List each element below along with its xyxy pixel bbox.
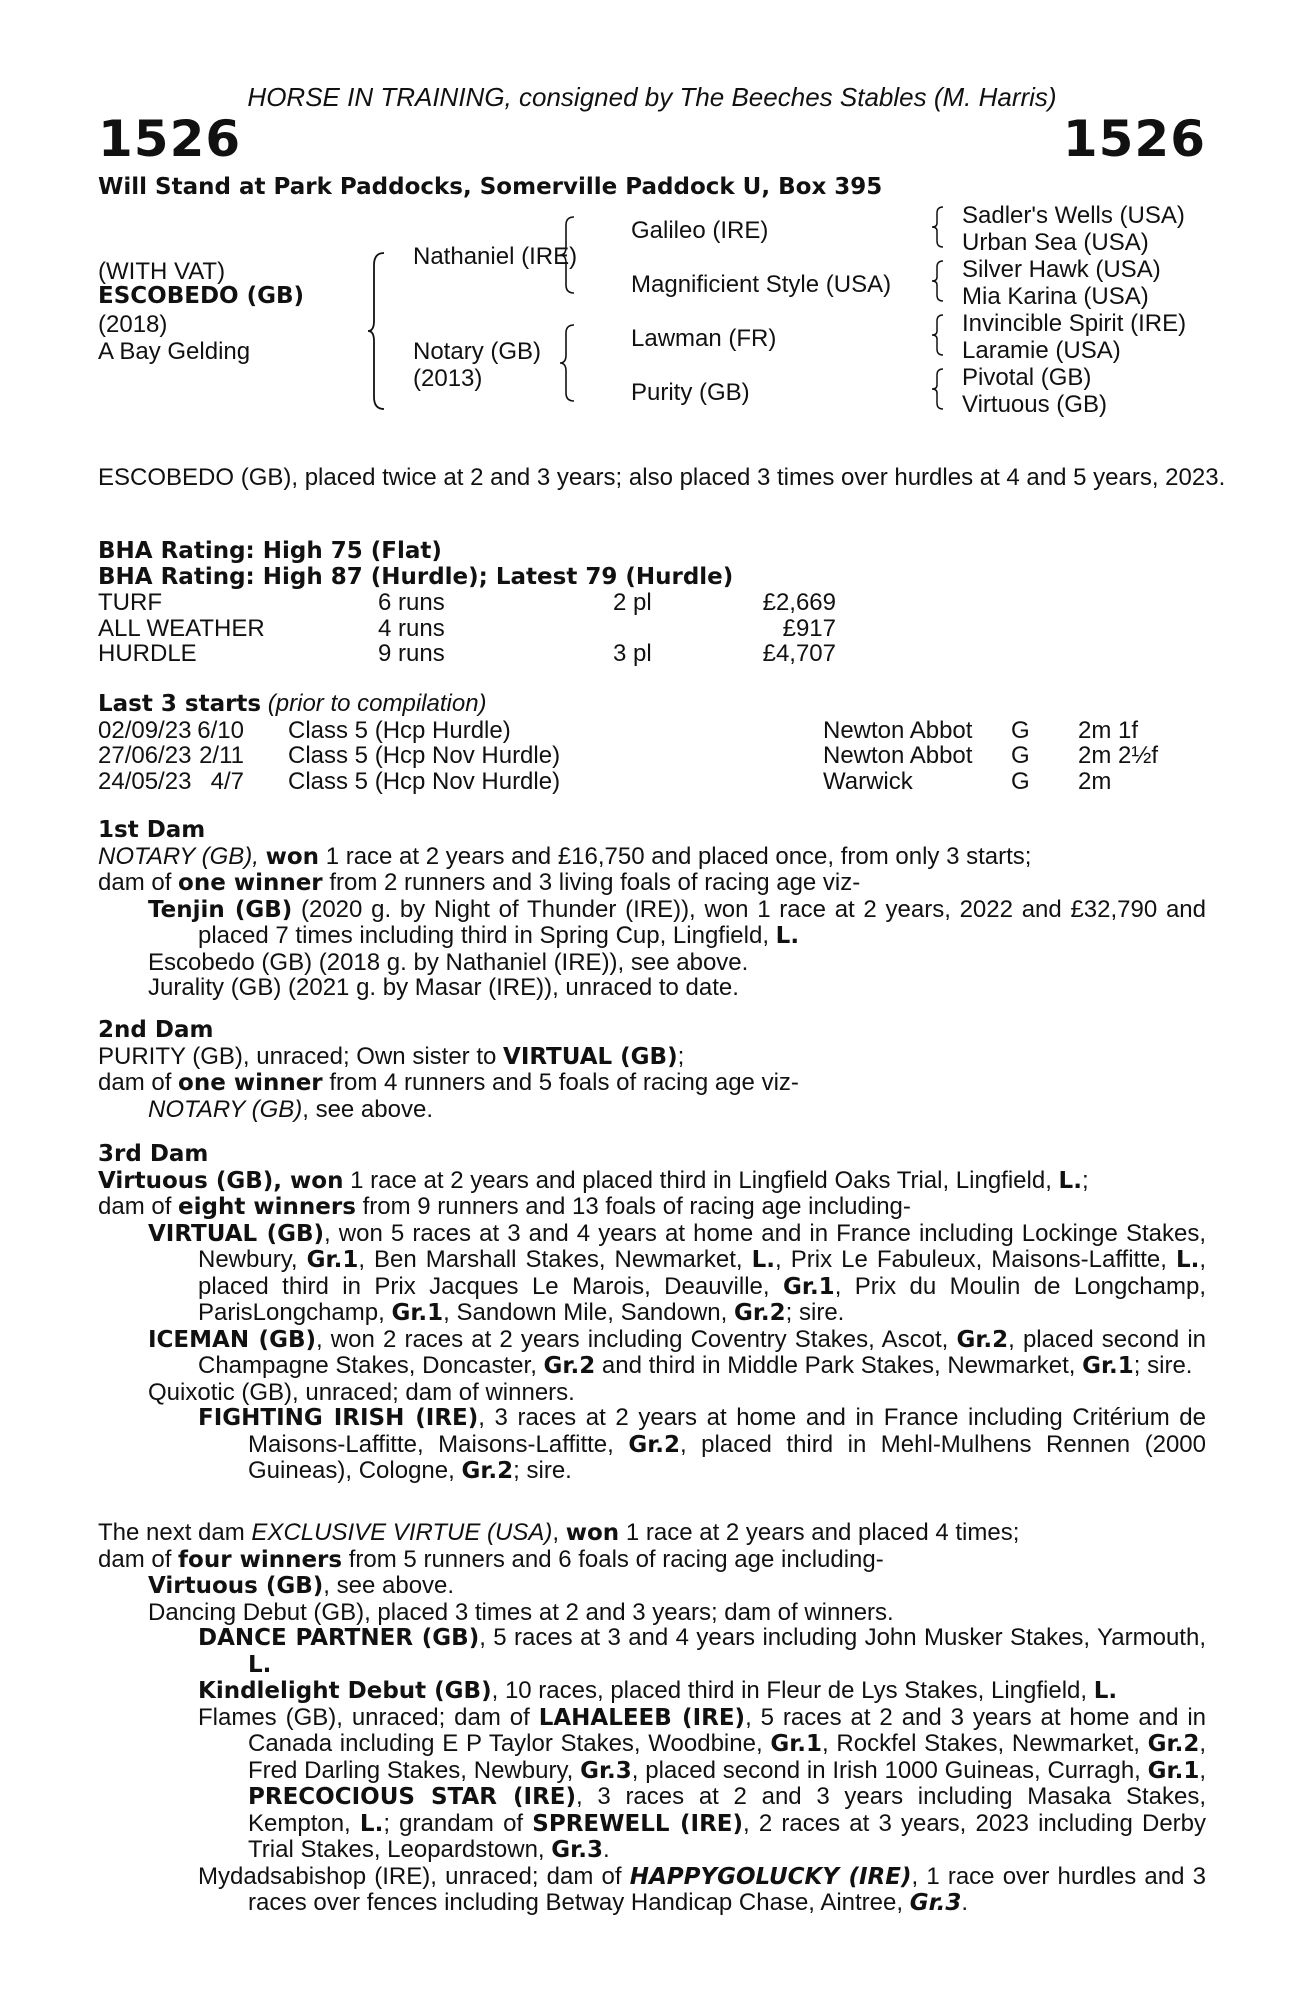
text: from 4 runners and 5 foals of racing age viz- (329, 1069, 799, 1096)
progeny-name: PRECOCIOUS STAR (IRE) (248, 1784, 577, 1810)
grade: Gr.2 (628, 1431, 680, 1458)
progeny-name: Virtuous (GB) (148, 1573, 324, 1599)
progeny-fighting-irish (198, 1405, 1206, 1485)
text: , won 2 races at 2 years including Coventry Stakes, Ascot, (316, 1325, 949, 1353)
pedigree-table (98, 202, 1206, 423)
last-starts (98, 691, 1206, 794)
text: from 5 runners and 6 foals of racing age including- (348, 1545, 884, 1573)
text: and third in Middle Park Stakes, Newmarket, (601, 1352, 1076, 1379)
winners-count: one winner (178, 870, 323, 896)
last-starts-heading (98, 691, 1206, 718)
ratings-block (98, 539, 1206, 667)
text: ; sire. (513, 1457, 572, 1484)
record-runs: 6 runs (378, 589, 445, 616)
rating-flat: BHA Rating: High 75 (Flat) (98, 538, 442, 564)
text: 1 race at 2 years and placed third in Lingfield Oaks Trial, Lingfield, (350, 1166, 1052, 1194)
progeny-name: VIRTUAL (GB) (148, 1220, 325, 1247)
grade: Gr.2 (733, 1300, 786, 1326)
granddam-2: Purity (GB) (631, 379, 750, 406)
text: , (552, 1519, 560, 1546)
last-starts-note: (prior to compilation) (267, 690, 487, 717)
second-dam-heading: 2nd Dam (98, 1017, 214, 1043)
grade: L. (775, 923, 800, 949)
start-distance: 2m (1078, 767, 1112, 795)
text: , see above. (302, 1095, 433, 1123)
record-type: ALL WEATHER (98, 614, 265, 642)
text: Flames (GB), unraced; dam of (198, 1703, 530, 1731)
dam-name: Virtuous (GB), won (98, 1167, 344, 1194)
bracket-main (366, 251, 388, 411)
ggp-1: Sadler's Wells (USA) (962, 202, 1185, 229)
progeny-quixotic: Quixotic (GB), unraced; dam of winners. (148, 1378, 575, 1406)
progeny-dancing-debut: Dancing Debut (GB), placed 3 times at 2 and 3 years; dam of winners. (148, 1598, 894, 1626)
dam: Notary (GB) (413, 338, 542, 365)
bracket-dam (558, 323, 578, 403)
start-race: Class 5 (Hcp Nov Hurdle) (288, 767, 561, 795)
grade: Gr.1 (1147, 1757, 1200, 1784)
grade: L. (1058, 1167, 1082, 1194)
winners-count: four winners (178, 1546, 343, 1573)
first-dam-line-2 (98, 870, 1206, 897)
progeny-name: NOTARY (GB) (148, 1095, 303, 1123)
grade: L. (1175, 1247, 1200, 1273)
text: , Fred Darling Stakes, Newbury, (248, 1730, 1206, 1784)
progeny-escobedo: Escobedo (GB) (2018 g. by Nathaniel (IRE)), see above. (148, 948, 749, 976)
grade: Gr.3 (580, 1757, 632, 1784)
progeny-name: Kindlelight Debut (GB) (198, 1678, 492, 1704)
start-date: 27/06/23 (98, 742, 192, 769)
text: , placed second in Champagne Stakes, Doncaster, (198, 1325, 1207, 1379)
first-dam-line-1 (98, 844, 1206, 871)
record-row-hurdle (98, 641, 1206, 667)
record-type: TURF (98, 589, 162, 616)
text: , placed second in Irish 1000 Guineas, Curragh, (631, 1756, 1141, 1784)
third-dam-line-1 (98, 1168, 1206, 1195)
text: dam of (98, 1193, 172, 1220)
next-dam-line-2 (98, 1547, 1206, 1574)
text: ; grandam of (383, 1809, 524, 1837)
progeny-virtuous (148, 1573, 1206, 1600)
dam-record: 1 race at 2 years and £16,750 and placed once, from only 3 starts; (325, 842, 1032, 870)
dam-name: EXCLUSIVE VIRTUE (USA) (251, 1519, 553, 1546)
ggp-4: Mia Karina (USA) (962, 283, 1149, 310)
start-distance: 2m 2½f (1078, 742, 1159, 769)
text: , 5 races at 2 and 3 years at home and in Canada including E P Taylor Stakes, Woodbine, (248, 1703, 1207, 1757)
grade: Gr.3 (551, 1837, 603, 1863)
grade: Gr.2 (1147, 1731, 1200, 1757)
record-row-turf (98, 590, 1206, 616)
start-row (98, 718, 1206, 744)
second-dam-line-1 (98, 1044, 1206, 1071)
progeny-name: LAHALEEB (IRE) (538, 1704, 746, 1731)
text: , (1199, 1756, 1206, 1784)
granddam-1: Magnificient Style (USA) (631, 271, 892, 298)
record-placed: 3 pl (613, 640, 652, 667)
ggp-7: Pivotal (GB) (962, 364, 1092, 391)
ggp-3: Silver Hawk (USA) (962, 256, 1161, 283)
grade: Gr.2 (461, 1458, 514, 1484)
third-dam-heading: 3rd Dam (98, 1141, 209, 1167)
text: ; sire. (1133, 1352, 1193, 1379)
second-dam-section (98, 1018, 1206, 1122)
bracket-ggp-4 (930, 367, 946, 411)
grade: L. (751, 1247, 776, 1273)
start-race: Class 5 (Hcp Nov Hurdle) (288, 742, 561, 769)
start-course: Warwick (823, 767, 913, 795)
text: The next dam (98, 1519, 245, 1546)
next-dam-section (98, 1520, 1206, 1917)
text: , Ben Marshall Stakes, Newmarket, (358, 1246, 743, 1273)
grade: Gr.1 (306, 1247, 359, 1273)
grade: Gr.2 (956, 1326, 1009, 1353)
second-dam-line-2 (98, 1070, 1206, 1097)
dam-year: (2013) (413, 365, 483, 392)
start-distance: 2m 1f (1078, 716, 1139, 744)
text: , 3 races at 2 years at home and in France including Critérium de Maisons-Laffitte, Maisons-Laffitte, (248, 1404, 1206, 1458)
text: . (961, 1889, 969, 1916)
progeny-name: FIGHTING IRISH (IRE) (198, 1405, 479, 1431)
record-money: £917 (782, 614, 836, 642)
record-money: £2,669 (762, 589, 836, 616)
progeny-virtual (148, 1221, 1206, 1327)
ggp-6: Laramie (USA) (962, 337, 1121, 364)
text: ; (677, 1042, 685, 1070)
third-dam-section (98, 1142, 1206, 1485)
text: , won 5 races at 3 and 4 years at home and in France including Lockinge Stakes, Newbury, (198, 1219, 1206, 1273)
text: 1 race at 2 years and placed 4 times; (625, 1519, 1020, 1546)
record-runs: 9 runs (378, 640, 445, 667)
winners-count: one winner (178, 1070, 323, 1096)
text: . (602, 1836, 610, 1863)
horse-year: (2018) (98, 311, 168, 338)
progeny-flames (198, 1705, 1206, 1864)
first-dam-section (98, 818, 1206, 1001)
horse-description: A Bay Gelding (98, 338, 251, 365)
start-going: G (1011, 742, 1030, 769)
grade: Gr.1 (783, 1273, 835, 1300)
ggp-2: Urban Sea (USA) (962, 229, 1149, 256)
progeny-name: SPREWELL (IRE) (532, 1810, 744, 1837)
record-row-aw (98, 616, 1206, 642)
progeny-iceman (148, 1327, 1206, 1380)
bracket-ggp-1 (930, 205, 946, 249)
start-course: Newton Abbot (823, 742, 973, 769)
progeny-mydadsabishop (198, 1864, 1206, 1917)
grade: Gr.3 (909, 1890, 962, 1916)
winners-count: eight winners (178, 1194, 356, 1220)
progeny-name: HAPPYGOLUCKY (IRE) (629, 1863, 912, 1890)
bracket-sire (558, 215, 578, 295)
sire: Nathaniel (IRE) (413, 243, 578, 270)
first-dam-heading: 1st Dam (98, 817, 206, 843)
progeny-tenjin (148, 897, 1206, 950)
text: , 5 races at 3 and 4 years including John Musker Stakes, Yarmouth, (479, 1624, 1206, 1651)
text: ; (1081, 1166, 1089, 1194)
ggp-8: Virtuous (GB) (962, 391, 1107, 418)
text: , Sandown Mile, Sandown, (443, 1299, 728, 1326)
text: , 3 races at 2 and 3 years including Masaka Stakes, Kempton, (248, 1783, 1206, 1837)
text: dam of (98, 1545, 172, 1573)
text: , 1 race over hurdles and 3 races over fences including Betway Handicap Chase, Aintree, (248, 1862, 1206, 1916)
dam-name: NOTARY (GB), (98, 842, 259, 870)
horse-name: ESCOBEDO (GB) (98, 283, 305, 309)
progeny-name: Tenjin (GB) (148, 896, 293, 923)
text: from 9 runners and 13 foals of racing age including- (362, 1193, 911, 1220)
bracket-ggp-2 (930, 259, 946, 303)
grade: L. (248, 1651, 272, 1678)
stand-location: Will Stand at Park Paddocks, Somerville Paddock U, Box 395 (98, 174, 883, 200)
progeny-kindlelight-debut (198, 1678, 1206, 1705)
text: , 2 races at 3 years, 2023 including Derby Trial Stakes, Leopardstown, (248, 1809, 1207, 1863)
text: (2020 g. by Night of Thunder (IRE)), won 1 race at 2 years, 2022 and £32,790 and placed 7 times including third in Spring Cup, Lingfield, (198, 895, 1206, 949)
grandsire-1: Galileo (IRE) (631, 217, 769, 244)
start-date: 02/09/23 (98, 716, 192, 744)
last-starts-title: Last 3 starts (98, 691, 262, 717)
lot-number-right: 1526 (1062, 110, 1206, 168)
grandsire-2: Lawman (FR) (631, 325, 777, 352)
start-course: Newton Abbot (823, 716, 973, 744)
text: , 10 races, placed third in Fleur de Lys Stakes, Lingfield, (491, 1677, 1088, 1704)
start-going: G (1011, 716, 1030, 744)
record-money: £4,707 (762, 640, 836, 667)
grade: Gr.1 (770, 1731, 823, 1757)
grade: Gr.2 (543, 1353, 596, 1379)
text: , placed third in Mehl-Mulhens Rennen (2000 Guineas), Cologne, (248, 1430, 1206, 1484)
start-position: 4/7 (210, 767, 244, 795)
text: , placed third in Prix Jacques Le Marois, Deauville, (198, 1246, 1207, 1300)
start-row (98, 769, 1206, 795)
text: ; sire. (785, 1299, 845, 1326)
ggp-5: Invincible Spirit (IRE) (962, 310, 1187, 337)
won-label: won (265, 843, 320, 870)
start-race: Class 5 (Hcp Hurdle) (288, 716, 511, 744)
grade: L. (359, 1810, 384, 1837)
progeny-dance-partner (198, 1625, 1206, 1678)
rating-hurdle: BHA Rating: High 87 (Hurdle); Latest 79 (Hurdle) (98, 563, 734, 590)
text: , Prix du Moulin de Longchamp, ParisLongchamp, (198, 1272, 1207, 1326)
summary: ESCOBEDO (GB), placed twice at 2 and 3 years; also placed 3 times over hurdles at 4 and 5 years, 2023. (98, 464, 1226, 491)
grade: Gr.1 (391, 1300, 444, 1326)
record-type: HURDLE (98, 640, 197, 667)
grade: L. (1093, 1678, 1118, 1704)
record-runs: 4 runs (378, 614, 445, 642)
progeny-notary (148, 1097, 1206, 1123)
next-dam-line-1 (98, 1520, 1206, 1547)
record-placed: 2 pl (613, 589, 652, 616)
start-date: 24/05/23 (98, 767, 192, 795)
sibling-name: VIRTUAL (GB) (503, 1043, 678, 1070)
progeny-name: DANCE PARTNER (GB) (198, 1625, 480, 1651)
progeny-jurality: Jurality (GB) (2021 g. by Masar (IRE)), unraced to date. (148, 974, 739, 1001)
text: PURITY (GB), unraced; Own sister to (98, 1042, 497, 1070)
progeny-name: ICEMAN (GB) (148, 1326, 316, 1353)
vat-note: (WITH VAT) (98, 258, 226, 285)
text: , Rockfel Stakes, Newmarket, (822, 1730, 1140, 1757)
text: , Prix Le Fabuleux, Maisons-Laffitte, (775, 1246, 1167, 1273)
start-position: 2/11 (199, 742, 244, 769)
bracket-ggp-3 (930, 313, 946, 357)
text: dam of (98, 1069, 172, 1096)
lot-number-left: 1526 (98, 110, 242, 168)
start-going: G (1011, 767, 1030, 795)
won-label: won (565, 1520, 620, 1546)
text: dam of (98, 869, 172, 896)
consignor-line: HORSE IN TRAINING, consigned by The Beeches Stables (M. Harris) (247, 82, 1057, 112)
text: , see above. (323, 1572, 455, 1599)
start-position: 6/10 (197, 716, 244, 744)
text: Mydadsabishop (IRE), unraced; dam of (198, 1862, 622, 1890)
third-dam-line-2 (98, 1194, 1206, 1221)
start-row (98, 743, 1206, 769)
text: from 2 runners and 3 living foals of racing age viz- (329, 869, 861, 896)
grade: Gr.1 (1082, 1353, 1134, 1379)
